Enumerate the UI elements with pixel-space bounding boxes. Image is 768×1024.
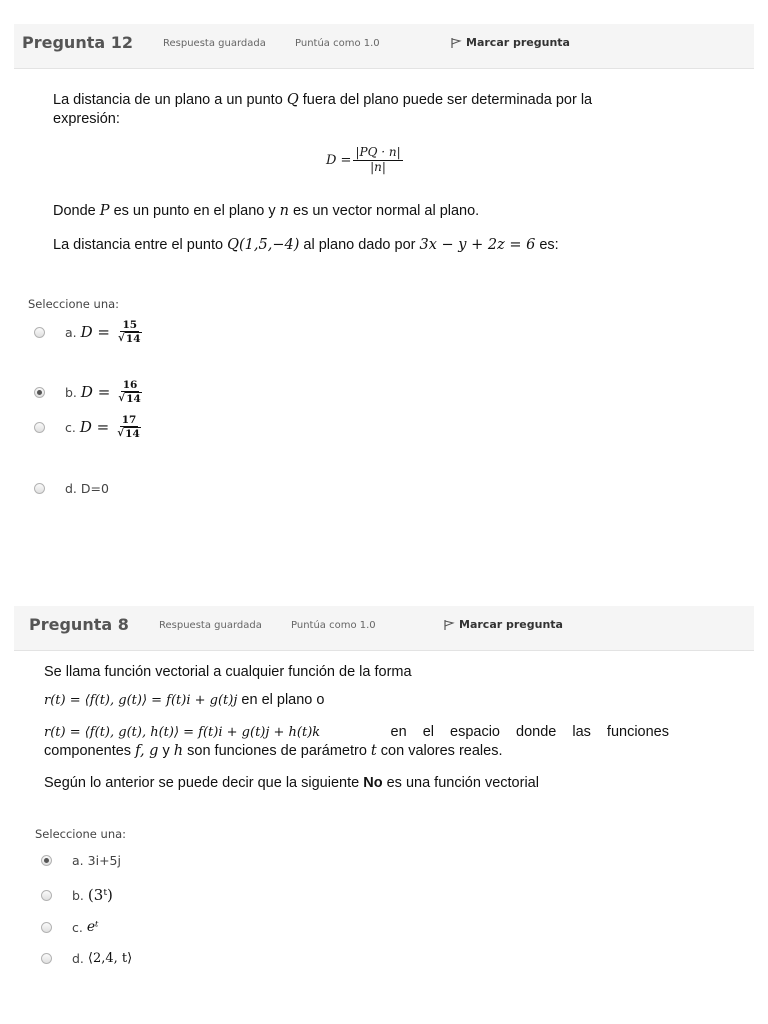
question-title: Pregunta 8	[29, 615, 129, 634]
option-letter: d.	[65, 481, 77, 496]
intro-text-b: fuera del plano puede ser determinada por la	[302, 92, 593, 108]
question-score: Puntúa como 1.0	[295, 38, 380, 49]
option-c-radio[interactable]	[41, 922, 52, 933]
distance-formula	[326, 146, 405, 175]
where-line	[53, 202, 693, 221]
question-score: Puntúa como 1.0	[291, 620, 376, 631]
option-a-label[interactable]	[72, 853, 121, 868]
option-fraction: 15 √ 14	[118, 319, 141, 346]
option-letter: d.	[72, 951, 84, 966]
option-text: D=0	[80, 481, 109, 496]
option-b-radio[interactable]	[34, 387, 45, 398]
question-12-header	[14, 24, 754, 69]
intro-var: Q	[286, 92, 299, 108]
intro-text-a: La distancia de un plano a un punto	[53, 92, 283, 108]
option-b-math	[81, 379, 146, 405]
answer-option-d[interactable]	[41, 951, 132, 966]
select-one-label: Seleccione una:	[35, 827, 127, 841]
ask-text-c: es:	[539, 237, 559, 253]
option-a-radio[interactable]	[41, 855, 52, 866]
option-letter: c.	[65, 419, 76, 435]
option-letter: b.	[65, 384, 77, 400]
option-c-math	[80, 414, 145, 440]
option-lhs: D =	[80, 383, 111, 402]
formula-denominator: |n|	[370, 159, 386, 174]
where-var: P	[99, 203, 110, 219]
q8-line1: Se llama función vectorial a cualquier función de la forma	[44, 664, 412, 680]
question-title: Pregunta 12	[22, 33, 133, 52]
formula-fraction	[353, 146, 402, 175]
option-d-radio[interactable]	[34, 483, 45, 494]
q8-line4	[44, 742, 684, 761]
option-b-radio[interactable]	[41, 890, 52, 901]
flag-question-button[interactable]	[450, 36, 570, 49]
q8-line4-b: y	[162, 743, 170, 759]
q8-line4-a: componentes	[44, 743, 132, 759]
q8-line5-b: es una función vectorial	[386, 775, 539, 791]
question-status: Respuesta guardada	[159, 620, 262, 631]
q8-line3	[44, 723, 669, 742]
option-a-math	[81, 319, 146, 345]
q8-line5-a: Según lo anterior se puede decir que la siguiente	[44, 775, 360, 791]
q8-line4-c: son funciones de parámetro	[187, 743, 367, 759]
option-d-label[interactable]	[65, 481, 109, 496]
ask-point: Q(1,5,−4)	[227, 237, 300, 253]
option-denominator: 14	[125, 428, 140, 441]
question-status: Respuesta guardada	[163, 38, 266, 49]
ask-line	[53, 236, 713, 255]
answer-option-c[interactable]	[41, 919, 99, 935]
option-numerator: 15	[122, 319, 138, 331]
intro-text-c: expresión:	[53, 111, 120, 127]
where-vector: n	[279, 203, 289, 219]
option-fraction: 17 √ 14	[117, 414, 140, 441]
option-text: 3i+5j	[87, 853, 121, 868]
answer-option-c[interactable]	[34, 414, 145, 440]
q8-line2-text: en el plano o	[241, 692, 325, 708]
option-letter: b.	[72, 887, 84, 903]
formula-numerator: |PQ · n|	[355, 145, 401, 159]
option-fraction: 16 √ 14	[118, 379, 141, 406]
where-text-a: Donde	[53, 203, 96, 219]
flag-icon	[443, 619, 455, 631]
ask-text-a: La distancia entre el punto	[53, 237, 224, 253]
q8-line4-vars: f, g	[135, 743, 159, 759]
answer-option-a[interactable]	[41, 853, 121, 868]
q8-line2-math: r(t) = ⟨f(t), g(t)⟩ = f(t)i + g(t)j	[44, 693, 238, 708]
option-b-label[interactable]	[72, 886, 113, 904]
option-a-radio[interactable]	[34, 327, 45, 338]
flag-question-label: Marcar pregunta	[466, 36, 570, 49]
option-denominator: 14	[126, 393, 141, 406]
option-letter: a.	[72, 853, 84, 868]
option-d-radio[interactable]	[41, 953, 52, 964]
flag-question-label: Marcar pregunta	[459, 618, 563, 631]
question-12-text	[53, 91, 653, 129]
option-letter: a.	[65, 324, 77, 340]
q8-line3-math: r(t) = ⟨f(t), g(t), h(t)⟩ = f(t)i + g(t)j + h(t)k	[44, 725, 321, 740]
option-numerator: 17	[121, 414, 137, 426]
option-c-label[interactable]	[65, 414, 145, 440]
option-text: eᵗ	[86, 919, 99, 935]
q8-line2	[44, 691, 684, 710]
option-d-label[interactable]	[72, 951, 132, 966]
q8-line4-h: h	[173, 743, 184, 759]
q8-line5-bold: No	[363, 775, 383, 791]
intro-line	[53, 91, 653, 110]
flag-question-button[interactable]	[443, 618, 563, 631]
option-lhs: D =	[79, 418, 110, 437]
formula-lhs: D =	[326, 152, 352, 168]
answer-option-a[interactable]	[34, 319, 146, 345]
option-numerator: 16	[122, 379, 138, 391]
option-text: ⟨2,4, t⟩	[87, 951, 133, 966]
option-text: (3ᵗ)	[87, 886, 113, 904]
option-letter: c.	[72, 919, 83, 935]
q8-line5	[44, 774, 684, 793]
q8-line3-text: en el espacio donde las funciones	[390, 724, 669, 740]
answer-option-b[interactable]	[34, 379, 146, 405]
ask-plane: 3x − y + 2z = 6	[419, 237, 536, 253]
answer-option-b[interactable]	[41, 886, 113, 904]
select-one-label: Seleccione una:	[28, 297, 120, 311]
q8-line4-d: con valores reales.	[380, 743, 503, 759]
answer-option-d[interactable]	[34, 481, 109, 496]
where-text-b: es un punto en el plano y	[113, 203, 276, 219]
ask-text-b: al plano dado por	[303, 237, 416, 253]
option-a-label[interactable]	[65, 319, 146, 345]
q8-line4-t: t	[370, 743, 377, 759]
option-c-label[interactable]	[72, 919, 99, 935]
option-denominator: 14	[125, 333, 141, 346]
question-8-header	[14, 606, 754, 651]
flag-icon	[450, 37, 462, 49]
option-lhs: D =	[80, 323, 111, 342]
option-c-radio[interactable]	[34, 422, 45, 433]
where-text-c: es un vector normal al plano.	[293, 203, 480, 219]
option-b-label[interactable]	[65, 379, 146, 405]
